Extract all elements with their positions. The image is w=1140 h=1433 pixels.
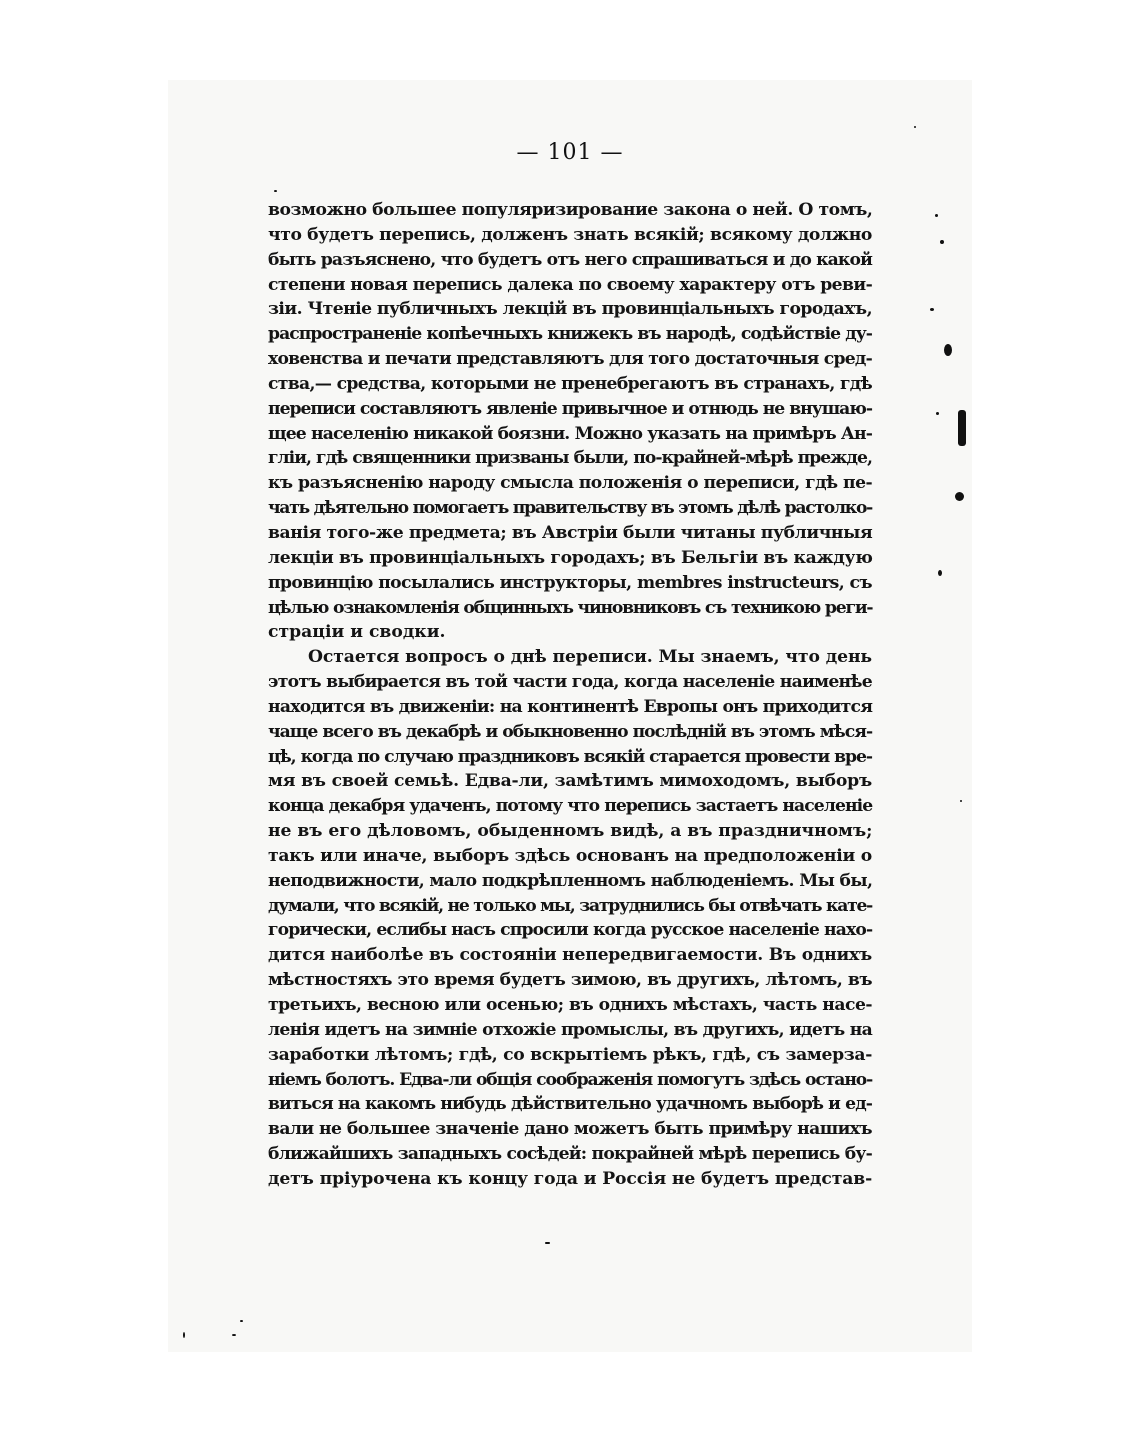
text-line: распространеніе копѣечныхъ книжекъ въ народѣ, содѣйствіе ду- — [268, 324, 872, 345]
text-line: цѣ, когда по случаю праздниковъ всякій старается провести вре- — [268, 746, 872, 767]
text-line: чать дѣятельно помогаетъ правительству въ этомъ дѣлѣ растолко- — [268, 498, 872, 519]
ink-speck — [545, 1242, 550, 1244]
text-line: что будетъ перепись, долженъ знать всякій; всякому должно — [268, 224, 872, 245]
body-text — [268, 198, 872, 1192]
text-line: не въ его дѣловомъ, обыденномъ видѣ, а въ праздничномъ; — [268, 821, 873, 842]
text-line: чаще всего въ декабрѣ и обыкновенно послѣдній въ этомъ мѣся- — [268, 721, 873, 742]
text-line: находится въ движеніи: на континентѣ Европы онъ приходится — [268, 696, 873, 717]
text-line: быть разъяснено, что будетъ отъ него спрашиваться и до какой — [268, 249, 872, 270]
ink-speck — [914, 126, 916, 128]
text-line: виться на какомъ нибудь дѣйствительно удачномъ выборѣ и ед- — [268, 1094, 872, 1115]
text-line: цѣлью ознакомленія общинныхъ чиновниковъ съ техникою реги- — [268, 597, 873, 618]
text-line: зіи. Чтеніе публичныхъ лекцій въ провинціальныхъ городахъ, — [268, 299, 872, 320]
ink-speck — [960, 800, 962, 802]
text-line: мѣстностяхъ это время будетъ зимою, въ другихъ, лѣтомъ, въ — [268, 970, 872, 991]
text-line: ближайшихъ западныхъ сосѣдей: покрайней мѣрѣ перепись бу- — [268, 1144, 872, 1165]
text-line: къ разъясненію народу смысла положенія о переписи, гдѣ пе- — [268, 473, 873, 494]
text-line: ленія идетъ на зимніе отхожіе промыслы, въ другихъ, идетъ на — [268, 1019, 872, 1040]
text-line: такъ или иначе, выборъ здѣсь основанъ на предположеніи о — [268, 845, 872, 866]
text-line: мя въ своей семьѣ. Едва-ли, замѣтимъ мимоходомъ, выборъ — [268, 771, 872, 792]
text-line: переписи составляютъ явленіе привычное и отнюдь не внушаю- — [268, 398, 872, 419]
text-line: лекціи въ провинціальныхъ городахъ; въ Бельгіи въ каждую — [268, 547, 873, 568]
ink-speck — [232, 1334, 236, 1336]
paragraph-2 — [268, 645, 872, 1192]
text-line: третьихъ, весною или осенью; въ однихъ мѣстахъ, часть насе- — [268, 995, 872, 1015]
ink-speck — [938, 570, 942, 576]
ink-speck — [274, 190, 277, 192]
text-line: вали не большее значеніе дано можетъ быть примѣру нашихъ — [268, 1119, 872, 1140]
text-line: ства,— средства, которыми не пренебрегаютъ въ странахъ, гдѣ — [268, 373, 872, 394]
ink-speck — [240, 1320, 243, 1322]
page-number: — 101 — — [516, 140, 624, 165]
ink-speck — [935, 214, 938, 217]
text-line: этотъ выбирается въ той части года, когда населеніе наименѣе — [268, 672, 872, 693]
text-line: Остается вопросъ о днѣ переписи. Мы знаемъ, что день — [308, 647, 872, 668]
text-line: возможно большее популяризирование закона о ней. О томъ, — [268, 200, 873, 220]
paragraph-1 — [268, 198, 872, 645]
text-line: страціи и сводки. — [268, 622, 446, 643]
text-line: ховенства и печати представляютъ для того достаточныя сред- — [268, 349, 872, 370]
text-line: ванія того-же предмета; въ Австріи были читаны публичныя — [268, 522, 873, 543]
text-line: дится наиболѣе въ состояніи непередвигаемости. Въ однихъ — [268, 945, 873, 966]
text-line: щее населенію никакой боязни. Можно указать на примѣръ Ан- — [268, 423, 872, 444]
ink-speck — [930, 308, 934, 311]
text-line: степени новая перепись далека по своему характеру отъ реви- — [268, 274, 873, 295]
ink-speck — [183, 1332, 185, 1338]
text-line: ніемъ болотъ. Едва-ли общія соображенія помогутъ здѣсь остано- — [268, 1069, 873, 1090]
text-line: горически, еслибы насъ спросили когда русское населеніе нахо- — [268, 920, 873, 941]
ink-speck — [955, 492, 964, 501]
text-line: конца декабря удаченъ, потому что перепись застаетъ населеніе — [268, 796, 873, 817]
text-line: гліи, гдѣ священники призваны были, по-крайней-мѣрѣ прежде, — [268, 448, 872, 469]
ink-speck — [936, 412, 939, 415]
text-line: заработки лѣтомъ; гдѣ, со вскрытіемъ рѣкъ, гдѣ, съ замерза- — [268, 1044, 872, 1065]
ink-speck — [944, 344, 952, 356]
text-line: детъ пріурочена къ концу года и Россія не будетъ представ- — [268, 1168, 873, 1189]
ink-speck — [958, 410, 966, 446]
text-line: думали, что всякій, не только мы, затруднились бы отвѣчать кате- — [268, 895, 872, 916]
text-line: провинцію посылались инструкторы, membres instructeurs, съ — [268, 572, 872, 593]
ink-speck — [940, 240, 944, 244]
text-line: неподвижности, мало подкрѣпленномъ наблюденіемъ. Мы бы, — [268, 870, 873, 891]
